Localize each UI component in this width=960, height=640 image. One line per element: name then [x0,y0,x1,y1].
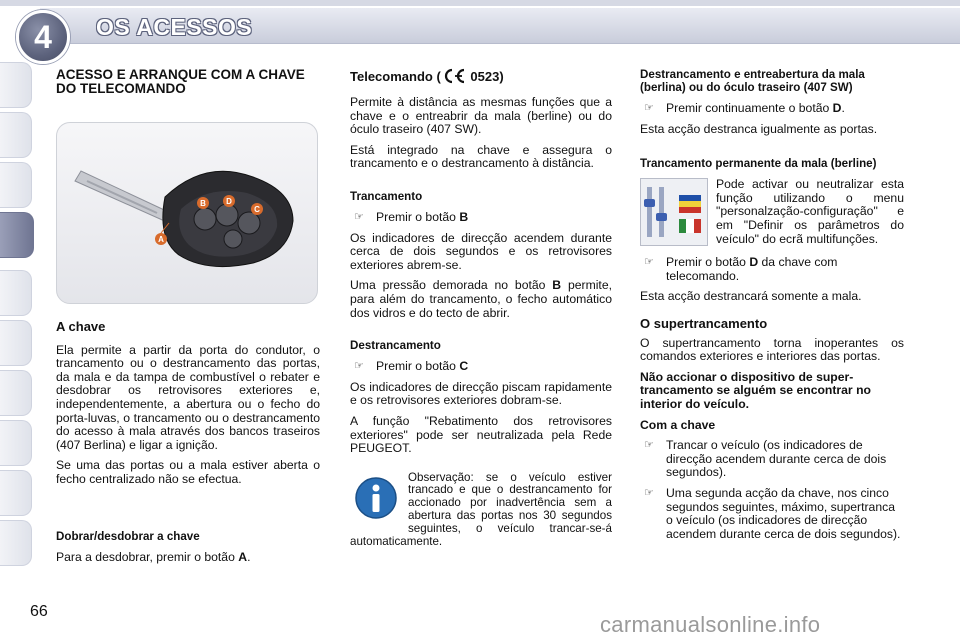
side-tab-7[interactable] [0,370,32,416]
pointing-hand-icon: ☞ [354,210,364,223]
destrancamento-bullet-prefix: Premir o botão [376,359,460,374]
pointing-hand-icon: ☞ [354,360,364,373]
supertrancamento-title: O supertrancamento [640,315,768,331]
trancamento-perm-title: Trancamento permanente da mala (berline) [640,157,877,171]
column-1 [56,62,320,571]
telecomando-title-suffix: 0523) [466,69,504,84]
pointing-hand-icon: ☞ [644,256,654,269]
trancamento-perm-paragraph-2: Esta acção destrancará somente a mala. [640,289,862,304]
supertrancamento-warning: Não accionar o dispositivo de super-trancamento se alguém se encontrar no interior do veículo. [640,369,871,411]
telecomando-paragraph-1: Permite à distância as mesmas funções que a chave e o entreabrir da mala (berline) ou do óculo traseiro (407 SW). [350,95,612,137]
destr-mala-bullet-prefix: Premir continuamente o botão [666,101,833,115]
key-remote-photo [56,122,318,304]
column-2 [350,62,612,555]
chapter-number: 4 [34,18,52,55]
side-tab-10[interactable] [0,520,32,566]
dobrar-text [56,551,320,565]
a-chave-paragraph-2: Se uma das portas ou a mala estiver aberta o fecho centralizado não se efectua. [56,458,320,486]
dobrar-text-suffix: . [247,549,251,564]
settings-menu-icon [640,178,708,246]
destr-mala-bullet-suffix: . [841,101,845,115]
supertrancamento-bullet-2 [640,487,904,541]
note-text: Observação: se o veículo estiver trancado e que o destrancamento for accionado por inadvertência sem a abertura das portas nos 30 segundos seguintes, o veículo trancar-se-á automaticamente. [350,470,612,548]
pointing-hand-icon: ☞ [644,486,654,499]
key-label-b: B [200,199,206,208]
trancamento-p2-suffix: permite, para além do trancamento, o fecho automático dos vidros e do tecto de abrir. [350,278,612,320]
trancamento-perm-bullet-key: D [749,255,759,270]
trancamento-perm-bullet [640,256,904,283]
trancamento-perm-bullet-prefix: Premir o botão [666,255,750,270]
trancamento-paragraph-1: Os indicadores de direcção acendem durante cerca de dois segundos e os retrovisores exteriores abrem-se. [350,230,612,272]
telecomando-title-prefix: Telecomando ( [350,69,441,84]
trancamento-bullet-prefix: Premir o botão [376,209,460,224]
side-tab-9[interactable] [0,470,32,516]
destr-mala-bullet-key: D [832,101,842,115]
destrancamento-title: Destrancamento [350,339,441,353]
telecomando-title [350,68,612,84]
side-tab-3[interactable] [0,162,32,208]
dobrar-key: A [238,549,248,564]
trancamento-bullet-key: B [459,209,469,224]
key-label-c: C [254,205,260,214]
trancamento-perm-paragraph-1: Pode activar ou neutralizar esta função utilizando o menu "personalzação-configuração" e em "Definir os parâmetros do veículo" do ecrã multifunções. [716,178,904,246]
trancamento-perm-block [640,178,904,250]
key-label-d: D [226,197,232,206]
trancamento-p2-key: B [552,278,562,293]
side-tab-4-active[interactable] [0,212,34,258]
trancamento-bullet [350,211,612,225]
dobrar-text-prefix: Para a desdobrar, premir o botão [56,549,239,564]
destr-mala-bullet [640,102,904,116]
a-chave-title: A chave [56,319,106,334]
side-tab-2[interactable] [0,112,32,158]
section-heading: ACESSO E ARRANQUE COM A CHAVE DO TELECOMANDO [56,67,305,96]
destrancamento-paragraph-1: Os indicadores de direcção piscam rapidamente e os retrovisores exteriores dobram-se. [350,379,612,408]
trancamento-paragraph-2 [350,279,612,320]
trancamento-perm-bullet-suffix: da chave com telecomando. [666,255,838,283]
destrancamento-bullet [350,360,612,374]
watermark: carmanualsonline.info [600,612,821,637]
telecomando-paragraph-2: Está integrado na chave e assegura o trancamento e o destrancamento à distância. [350,142,612,171]
trancamento-title: Trancamento [350,189,423,203]
chapter-number-badge [16,10,70,64]
european-conformity-icon [441,68,467,84]
note-box [350,472,612,549]
destrancamento-bullet-key: C [459,359,469,374]
com-chave-title: Com a chave [640,417,716,432]
side-tab-1[interactable] [0,62,32,108]
pointing-hand-icon: ☞ [644,439,654,452]
destr-mala-paragraph: Esta acção destranca igualmente as portas. [640,121,878,136]
top-strip [0,0,960,6]
info-icon [354,476,398,520]
page-number: 66 [30,603,48,620]
a-chave-paragraph-1: Ela permite a partir da porta do condutor, o trancamento ou o destrancamento das portas, da mala e da tampa de combustível o rebater e desdobrar os retrovisores exteriores e, independentemente, a abertura ou o fecho do porta-luvas, o trancamento ou o destrancamento do acesso à mala através dos bancos traseiros (407 Berlina) e ligar a ignição. [56,342,320,452]
supertrancamento-bullet-1-text: Trancar o veículo (os indicadores de direcção acendem durante cerca de dois segundos). [666,438,887,480]
chapter-title: OS ACESSOS [96,14,253,40]
dobrar-title: Dobrar/desdobrar a chave [56,529,200,543]
supertrancamento-paragraph: O supertrancamento torna inoperantes os comandos exteriores e interiores das portas. [640,335,904,364]
destrancamento-paragraph-2: A função "Rebatimento dos retrovisores exteriores" pode ser neutralizada pela Rede PEUGEOT. [350,413,612,456]
supertrancamento-bullet-1 [640,439,904,480]
side-tab-5[interactable] [0,270,32,316]
side-tab-8[interactable] [0,420,32,466]
key-label-a: A [158,235,164,244]
key-remote-illustration [57,123,318,304]
column-3 [640,62,904,548]
pointing-hand-icon: ☞ [644,102,654,114]
supertrancamento-bullet-2-text: Uma segunda acção da chave, nos cinco segundos seguintes, máximo, supertranca o veículo (os indicadores de direcção acendem durante cerca de dois segundos). [666,485,901,541]
side-tab-6[interactable] [0,320,32,366]
chapter-side-tabs [0,62,36,582]
trancamento-p2-prefix: Uma pressão demorada no botão [350,278,553,293]
destr-mala-title: Destrancamento e entreabertura da mala (berlina) ou do óculo traseiro (407 SW) [640,68,865,94]
